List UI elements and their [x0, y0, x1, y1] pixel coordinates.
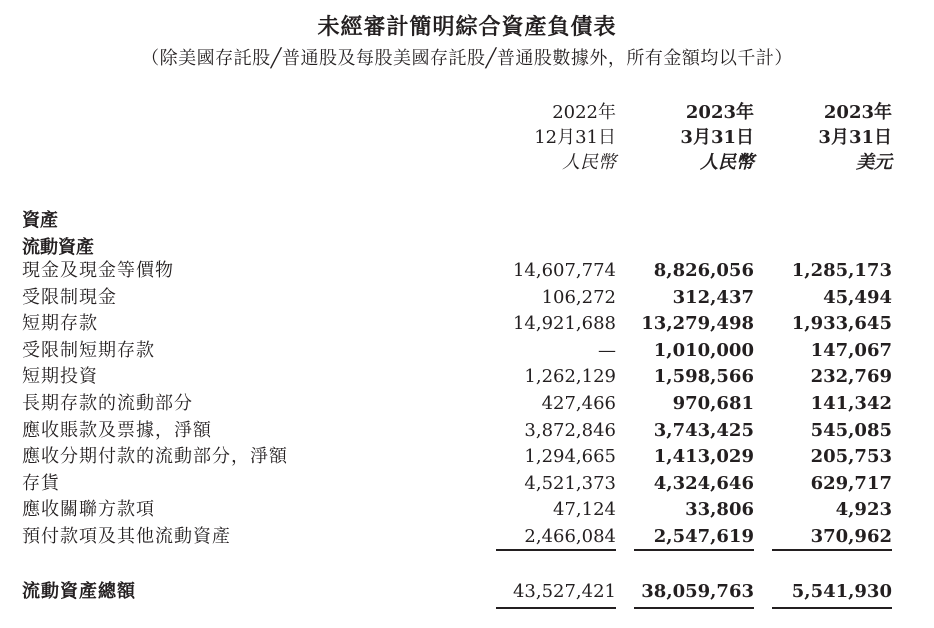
value-2023-usd: 5,541,930 [791, 581, 892, 602]
value-2023-usd: 4,923 [835, 499, 892, 521]
section-heading-current-assets: 流動資產 [22, 237, 94, 258]
table-row-long-term-deposits-current [0, 391, 934, 418]
total-rule-col3 [772, 607, 892, 609]
table-row-inventory [0, 471, 934, 498]
document-subtitle: （除美國存託股╱普通股及每股美國存託股╱普通股數據外，所有金額均以千計） [141, 48, 793, 69]
row-label: 應收賬款及票據，淨額 [22, 419, 212, 441]
row-label: 受限制現金 [22, 286, 117, 308]
value-2022-rmb: 1,294,665 [524, 446, 616, 468]
subtotal-rule-col2 [634, 549, 754, 551]
column-header-date: 3月31日 [680, 127, 754, 148]
total-rule-col1 [496, 607, 616, 609]
row-label: 應收關聯方款項 [22, 499, 155, 521]
column-header-year: 2023年 [823, 102, 892, 123]
value-2022-rmb: 3,872,846 [524, 419, 616, 441]
row-label: 短期投資 [22, 366, 98, 388]
balance-sheet-rows [0, 258, 934, 551]
value-2023-rmb: 2,547,619 [653, 525, 754, 547]
row-label: 長期存款的流動部分 [22, 392, 193, 414]
value-2023-usd: 45,494 [823, 286, 892, 308]
value-2023-usd: 232,769 [810, 366, 892, 388]
row-label: 現金及現金等價物 [22, 260, 174, 281]
table-row-restricted-short-term-deposits [0, 338, 934, 365]
value-2023-rmb: 1,413,029 [653, 446, 754, 468]
row-label: 流動資產總額 [22, 581, 136, 602]
table-row-short-term-investments [0, 364, 934, 391]
value-2023-usd: 147,067 [810, 339, 892, 361]
column-header-2023-rmb [614, 100, 754, 175]
value-2023-rmb: 970,681 [672, 392, 754, 414]
value-2023-rmb: 3,743,425 [653, 419, 754, 441]
row-label: 應收分期付款的流動部分，淨額 [22, 446, 288, 468]
column-header-year: 2022年 [552, 102, 616, 123]
value-2023-usd: 629,717 [810, 472, 892, 494]
value-2022-rmb: 14,921,688 [512, 313, 616, 335]
table-row-accounts-receivable [0, 418, 934, 445]
row-label: 短期存款 [22, 313, 98, 335]
value-2023-rmb: 33,806 [685, 499, 754, 521]
value-2022-rmb: 2,466,084 [524, 525, 616, 547]
table-row-restricted-cash [0, 285, 934, 312]
value-2023-rmb: 38,059,763 [641, 581, 754, 602]
value-2022-rmb: 43,527,421 [512, 581, 616, 602]
value-2023-usd: 141,342 [810, 392, 892, 414]
column-header-year: 2023年 [685, 102, 754, 123]
subtotal-rule-col1 [496, 549, 616, 551]
table-row-related-party-receivables [0, 497, 934, 524]
table-row-short-term-deposits [0, 311, 934, 338]
row-label: 存貨 [22, 472, 60, 494]
value-2022-rmb: 47,124 [553, 499, 616, 521]
column-header-currency: 美元 [856, 152, 892, 173]
column-header-date: 12月31日 [534, 127, 616, 148]
document-title: 未經審計簡明綜合資產負債表 [317, 14, 617, 40]
value-2023-rmb: 13,279,498 [641, 313, 754, 335]
column-header-2022-rmb [476, 100, 616, 175]
table-row-prepayments [0, 524, 934, 551]
value-2023-usd: 545,085 [810, 419, 892, 441]
section-heading-assets: 資產 [22, 210, 58, 231]
column-header-currency: 人民幣 [562, 152, 616, 173]
value-2022-rmb: 14,607,774 [512, 260, 616, 281]
value-2022-rmb: — [598, 339, 616, 361]
column-header-currency: 人民幣 [700, 152, 754, 173]
value-2022-rmb: 106,272 [541, 286, 616, 308]
value-2022-rmb: 427,466 [541, 392, 616, 414]
table-row-cash [0, 258, 934, 285]
value-2023-rmb: 8,826,056 [653, 260, 754, 281]
value-2023-usd: 1,933,645 [791, 313, 892, 335]
table-row-total-current-assets [0, 578, 934, 606]
value-2023-rmb: 1,010,000 [653, 339, 754, 361]
value-2023-rmb: 4,324,646 [653, 472, 754, 494]
row-label: 預付款項及其他流動資產 [22, 525, 231, 547]
value-2023-usd: 205,753 [810, 446, 892, 468]
total-rule-col2 [634, 607, 754, 609]
table-row-installment-receivables [0, 444, 934, 471]
value-2023-rmb: 312,437 [672, 286, 754, 308]
subtotal-rule-col3 [772, 549, 892, 551]
value-2022-rmb: 4,521,373 [524, 472, 616, 494]
value-2023-usd: 1,285,173 [791, 260, 892, 281]
column-header-date: 3月31日 [818, 127, 892, 148]
column-header-2023-usd [752, 100, 892, 175]
value-2022-rmb: 1,262,129 [524, 366, 616, 388]
row-label: 受限制短期存款 [22, 339, 155, 361]
value-2023-rmb: 1,598,566 [653, 366, 754, 388]
value-2023-usd: 370,962 [810, 525, 892, 547]
